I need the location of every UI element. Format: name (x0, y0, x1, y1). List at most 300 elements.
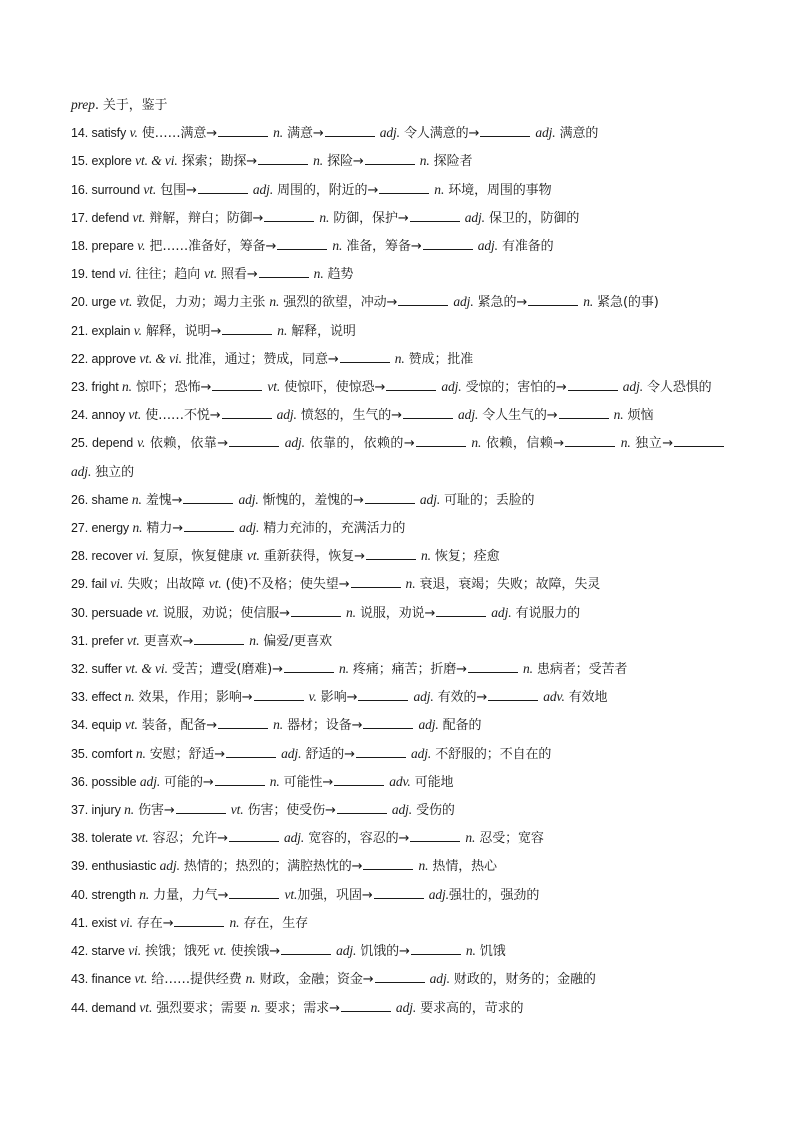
part-of-speech: adj. (419, 491, 441, 507)
part-of-speech: adj. (139, 773, 161, 789)
fill-in-blank (340, 351, 390, 363)
fill-in-blank (258, 153, 308, 165)
definition-text: . 关于，鉴于 (94, 98, 168, 113)
part-of-speech: n. (131, 491, 142, 507)
definition-text: 器材；设备→ (283, 718, 363, 734)
fill-in-blank (215, 774, 265, 786)
part-of-speech: n. (419, 153, 430, 169)
fill-in-blank (416, 435, 466, 447)
part-of-speech: adj. (252, 181, 274, 197)
entry-number: 44. (71, 1000, 92, 1015)
vocab-entry (71, 881, 725, 909)
entry-number: 26. (71, 492, 92, 507)
definition-text: 有准备的 (497, 239, 554, 255)
fill-in-blank (403, 407, 453, 419)
definition-text: 受苦；遭受(磨难)→ (167, 662, 283, 678)
definition-text: 给……提供经费 (147, 972, 246, 988)
headword: urge (91, 295, 120, 310)
definition-text: 往往；趋向 (131, 267, 205, 283)
fill-in-blank (281, 943, 331, 955)
headword: comfort (91, 746, 136, 761)
headword: enthusiastic (91, 859, 160, 874)
vocab-entry (71, 401, 725, 429)
definition-text: 要求高的，苛求的 (416, 1000, 524, 1016)
fill-in-blank (565, 435, 615, 447)
definition-text: 偏爱/更喜欢 (259, 633, 333, 649)
part-of-speech: adj. (276, 407, 297, 423)
part-of-speech: adj. (535, 125, 556, 141)
part-of-speech: n. (471, 435, 482, 451)
part-of-speech: n. (269, 294, 280, 310)
part-of-speech: vt. & vi. (125, 661, 168, 677)
fill-in-blank (436, 605, 486, 617)
fill-in-blank (365, 492, 415, 504)
entry-number: 20. (71, 295, 92, 310)
part-of-speech: vt. (119, 294, 133, 310)
headword: recover (91, 549, 136, 564)
fill-in-blank (264, 210, 314, 222)
definition-text: 解释，说明→ (141, 323, 222, 339)
definition-text: 衰退，衰竭；失败；故障，失灵 (415, 577, 601, 593)
entry-number: 15. (71, 154, 92, 169)
vocab-entry (71, 711, 725, 739)
part-of-speech: n. (277, 322, 288, 338)
fill-in-blank (174, 915, 224, 927)
definition-text: 配备的 (438, 718, 482, 734)
part-of-speech: adv. (543, 689, 565, 705)
fill-in-blank (229, 435, 279, 447)
definition-text: 辩解，辩白；防御→ (145, 210, 264, 226)
part-of-speech: n. (250, 999, 261, 1015)
headword: equip (91, 718, 125, 733)
part-of-speech: vt. (128, 407, 142, 423)
fill-in-blank (410, 830, 460, 842)
fill-in-blank (277, 238, 327, 250)
headword: demand (91, 1000, 140, 1015)
part-of-speech: adj. (410, 745, 432, 761)
definition-text: 受惊的；害怕的→ (461, 380, 567, 396)
vocab-entry (71, 852, 725, 880)
part-of-speech: v. (308, 689, 317, 705)
fill-in-blank (222, 323, 272, 335)
definition-text: 说服，劝说→ (355, 605, 436, 621)
entry-number: 21. (71, 323, 92, 338)
definition-text: 可能性→ (279, 774, 334, 790)
part-of-speech: adj. (336, 943, 357, 959)
definition-text: 恢复；痊愈 (430, 549, 500, 565)
entry-number: 31. (71, 633, 92, 648)
definition-text: 影响→ (316, 690, 358, 706)
part-of-speech: n. (583, 294, 594, 310)
part-of-speech: vi. (120, 914, 133, 930)
part-of-speech: n. (465, 830, 476, 846)
part-of-speech: n. (313, 153, 324, 169)
part-of-speech: adj. (395, 999, 417, 1015)
entry-number: 27. (71, 521, 92, 536)
definition-text: 惭愧的，羞愧的→ (258, 492, 364, 508)
part-of-speech: vt. & vi. (135, 153, 178, 169)
vocab-entry (71, 824, 725, 852)
vocab-entry (71, 514, 725, 542)
fill-in-blank (212, 379, 262, 391)
headword: possible (91, 774, 140, 789)
part-of-speech: n. (229, 914, 240, 930)
part-of-speech: n. (338, 661, 349, 677)
fill-in-blank (674, 435, 724, 447)
part-of-speech: v. (129, 125, 138, 141)
part-of-speech: n. (124, 689, 135, 705)
fill-in-blank (379, 182, 429, 194)
definition-text: 羞愧→ (141, 492, 183, 508)
part-of-speech: n. (421, 548, 431, 564)
fill-in-blank (337, 802, 387, 814)
vocab-entry (71, 317, 725, 345)
definition-text: 满意→ (283, 126, 324, 142)
fill-in-blank (184, 520, 234, 532)
entry-number: 43. (71, 972, 92, 987)
headword: defend (91, 210, 133, 225)
part-of-speech: n. (132, 520, 143, 536)
definition-text: 把……准备好，筹备→ (145, 239, 277, 255)
vocab-entry (71, 768, 725, 796)
headword: surround (91, 182, 144, 197)
headword: effect (91, 690, 125, 705)
part-of-speech: adj. (413, 689, 434, 705)
headword: annoy (91, 408, 129, 423)
entry-number: 30. (71, 605, 92, 620)
entry-number: 38. (71, 831, 92, 846)
fill-in-blank (341, 1000, 391, 1012)
definition-text: 依靠的，依赖的→ (304, 436, 415, 452)
definition-text: 令人满意的→ (399, 126, 480, 142)
definition-text: 使……满意→ (137, 126, 218, 142)
vocab-entry (71, 429, 725, 485)
definition-text: 准备，筹备→ (342, 239, 422, 255)
part-of-speech: vt. (284, 886, 298, 902)
definition-text: 效果，作用；影响→ (134, 690, 253, 706)
part-of-speech: adj. (464, 209, 485, 225)
part-of-speech: adj. (458, 407, 479, 423)
fill-in-blank (226, 746, 276, 758)
definition-text: 解释，说明 (287, 323, 356, 339)
part-of-speech: v. (133, 322, 142, 338)
vocab-entry (71, 345, 725, 373)
vocab-entry (71, 909, 725, 937)
definition-text: 照看→ (217, 267, 258, 283)
part-of-speech: n. (273, 717, 284, 733)
fill-in-blank (176, 802, 226, 814)
headword: starve (91, 944, 129, 959)
headword: finance (91, 972, 135, 987)
definition-text: 独立→ (630, 436, 674, 452)
definition-text: 热情，热心 (428, 859, 497, 875)
definition-text: 伤害；使受伤→ (243, 803, 336, 819)
part-of-speech: n. (273, 125, 284, 141)
definition-text: 紧急的→ (473, 295, 528, 311)
vocab-entry (71, 740, 725, 768)
definition-text: 探险者 (429, 154, 473, 170)
definition-text: 使挨饿→ (226, 944, 281, 960)
vocab-entry (71, 204, 725, 232)
headword: exist (91, 915, 121, 930)
entry-number: 25. (71, 436, 93, 451)
part-of-speech: vt. (126, 632, 140, 648)
definition-text: 使……不悦→ (141, 408, 221, 424)
definition-text: 失败；出故障 (123, 577, 209, 593)
definition-text: 精力→ (142, 521, 184, 537)
part-of-speech: adj. (477, 238, 498, 254)
fill-in-blank (559, 407, 609, 419)
definition-text: 愤怒的，生气的→ (296, 408, 402, 424)
part-of-speech: vi. (135, 548, 149, 564)
headword: tend (91, 267, 119, 282)
fill-in-blank (218, 717, 268, 729)
headword: fright (91, 380, 123, 395)
vocab-entry (71, 655, 725, 683)
definition-text: 重新获得，恢复→ (259, 549, 365, 565)
headword: suffer (91, 662, 126, 677)
vocab-entry (71, 119, 725, 147)
definition-text: 受伤的 (412, 803, 455, 819)
headword: approve (91, 351, 140, 366)
definition-text: 疼痛；痛苦；折磨→ (348, 662, 467, 678)
definition-text: 强烈的欲望，冲动→ (279, 295, 398, 311)
definition-text: 容忍；允许→ (148, 831, 228, 847)
part-of-speech: adj. (379, 125, 400, 141)
part-of-speech: n. (434, 181, 445, 197)
part-of-speech: vt. (230, 802, 244, 818)
part-of-speech: n. (319, 209, 330, 225)
headword: prefer (91, 633, 127, 648)
definition-text: 加强，巩固→ (297, 887, 373, 903)
part-of-speech: vt. & vi. (139, 350, 182, 366)
definition-text: 复原，恢复健康 (148, 549, 248, 565)
vocab-entry (71, 683, 725, 711)
part-of-speech: n. (523, 661, 533, 677)
entry-number: 18. (71, 239, 92, 254)
fill-in-blank (423, 238, 473, 250)
definition-text: 敦促，力劝；竭力主张 (132, 295, 270, 311)
part-of-speech: n. (135, 745, 146, 761)
fill-in-blank (325, 125, 375, 137)
vocab-entry (71, 599, 725, 627)
definition-text: 赞成；批准 (404, 351, 474, 367)
entry-number: 33. (71, 690, 92, 705)
part-of-speech: n. (620, 435, 631, 451)
part-of-speech: adj. (239, 520, 260, 536)
part-of-speech: adj. (428, 886, 449, 902)
vocab-entry (71, 994, 725, 1022)
definition-text: 宽容的，容忍的→ (304, 831, 410, 847)
definition-text: 说服，劝说；使信服→ (158, 605, 290, 621)
part-of-speech: adj. (159, 858, 180, 874)
part-of-speech: n. (122, 379, 132, 395)
fill-in-blank (468, 661, 518, 673)
vocab-entry (71, 373, 725, 401)
fill-in-blank (222, 407, 272, 419)
part-of-speech: vi. (128, 943, 142, 959)
fill-in-blank (410, 210, 460, 222)
fill-in-blank (194, 633, 244, 645)
entry-number: 40. (71, 887, 92, 902)
part-of-speech: adj. (71, 463, 92, 479)
definition-text: 烦恼 (623, 408, 654, 424)
headword: satisfy (91, 126, 130, 141)
definition-text: 使惊吓，使惊恐→ (280, 380, 386, 396)
fill-in-blank (284, 661, 334, 673)
definition-text: 要求；需求→ (260, 1000, 340, 1016)
part-of-speech: n. (613, 407, 624, 423)
headword: explore (91, 154, 136, 169)
entry-number: 23. (71, 380, 92, 395)
part-of-speech: vt. (204, 266, 217, 282)
part-of-speech: n. (124, 802, 135, 818)
entry-number: 24. (71, 408, 92, 423)
entry-number: 28. (71, 549, 92, 564)
definition-text: 批准，通过；赞成，同意→ (181, 351, 339, 367)
part-of-speech: adj. (418, 717, 439, 733)
definition-text: 紧急(的事) (593, 295, 659, 311)
entry-number: 37. (71, 803, 92, 818)
entry-number: 32. (71, 662, 92, 677)
fill-in-blank (363, 858, 413, 870)
fill-in-blank (488, 689, 538, 701)
part-of-speech: adj. (429, 971, 450, 987)
entry-number: 17. (71, 210, 92, 225)
definition-text: 热情的；热烈的；满腔热忱的→ (179, 859, 363, 875)
part-of-speech: n. (249, 632, 260, 648)
entry-number: 29. (71, 577, 92, 592)
part-of-speech: adj. (284, 435, 305, 451)
definition-text: 保卫的，防御的 (484, 210, 580, 226)
definition-text: 患病者；受苦者 (532, 662, 628, 678)
vocab-entry (71, 937, 725, 965)
definition-text: 精力充沛的，充满活力的 (259, 521, 406, 537)
headword: explain (91, 323, 134, 338)
vocab-entry (71, 486, 725, 514)
definition-text: 独立的 (91, 464, 134, 480)
vocab-entry (71, 91, 725, 119)
part-of-speech: adj. (281, 745, 302, 761)
fill-in-blank (568, 379, 618, 391)
vocab-entry (71, 627, 725, 655)
part-of-speech: n. (269, 773, 280, 789)
fill-in-blank (334, 774, 384, 786)
definition-text: 舒适的→ (301, 746, 355, 762)
definition-text: 可耻的；丢脸的 (440, 492, 535, 508)
entry-number: 39. (71, 859, 92, 874)
definition-text: 有效地 (564, 690, 608, 706)
definition-text: 依赖，依靠→ (145, 436, 229, 452)
definition-text: 强烈要求；需要 (152, 1000, 251, 1016)
fill-in-blank (375, 971, 425, 983)
fill-in-blank (358, 689, 408, 701)
definition-text: 安慰；舒适→ (145, 746, 226, 762)
part-of-speech: v. (137, 238, 146, 254)
definition-text: 探索；勘探→ (177, 154, 258, 170)
part-of-speech: prep (71, 97, 95, 112)
definition-text: 伤害→ (134, 803, 175, 819)
vocab-entry (71, 288, 725, 316)
entry-number: 19. (71, 267, 92, 282)
part-of-speech: vt. (132, 209, 146, 225)
definition-text: 依赖，信赖→ (481, 436, 565, 452)
part-of-speech: n. (313, 266, 324, 282)
fill-in-blank (365, 153, 415, 165)
vocab-entry (71, 542, 725, 570)
part-of-speech: vt. (146, 604, 159, 620)
part-of-speech: n. (418, 858, 429, 874)
part-of-speech: adj. (491, 604, 512, 620)
part-of-speech: v. (137, 435, 146, 451)
fill-in-blank (229, 887, 279, 899)
part-of-speech: vt. (135, 830, 149, 846)
definition-text: 饥饿的→ (356, 944, 410, 960)
fill-in-blank (411, 943, 461, 955)
definition-text: 存在→ (132, 915, 174, 931)
fill-in-blank (480, 125, 530, 137)
fill-in-blank (356, 746, 406, 758)
fill-in-blank (291, 605, 341, 617)
headword: tolerate (91, 831, 136, 846)
part-of-speech: n. (405, 576, 416, 592)
headword: depend (92, 436, 138, 451)
part-of-speech: adj. (622, 379, 643, 395)
part-of-speech: n. (345, 604, 356, 620)
entry-number: 14. (71, 126, 92, 141)
part-of-speech: vt. (208, 576, 222, 592)
part-of-speech: n. (245, 971, 256, 987)
vocab-entry (71, 176, 725, 204)
fill-in-blank (366, 548, 416, 560)
fill-in-blank (254, 689, 304, 701)
part-of-speech: adv. (389, 773, 411, 789)
definition-text: 挨饿；饿死 (141, 944, 214, 960)
fill-in-blank (363, 717, 413, 729)
definition-text: 力量，力气→ (149, 887, 229, 903)
entry-number: 22. (71, 351, 92, 366)
part-of-speech: n. (394, 350, 405, 366)
definition-text: 不舒服的；不自在的 (431, 746, 552, 762)
part-of-speech: adj. (283, 830, 305, 846)
fill-in-blank (374, 887, 424, 899)
fill-in-blank (183, 492, 233, 504)
vocabulary-list (71, 91, 725, 1022)
headword: injury (91, 803, 125, 818)
definition-text: 环境，周围的事物 (444, 182, 552, 198)
fill-in-blank (229, 830, 279, 842)
definition-text: 防御，保护→ (329, 210, 409, 226)
definition-text: 存在，生存 (239, 915, 309, 931)
part-of-speech: adj. (238, 491, 259, 507)
part-of-speech: n. (332, 238, 343, 254)
vocab-entry (71, 965, 725, 993)
fill-in-blank (398, 294, 448, 306)
vocab-entry (71, 147, 725, 175)
headword: strength (91, 887, 140, 902)
fill-in-blank (386, 379, 436, 391)
definition-text: 包围→ (156, 182, 197, 198)
headword: fail (91, 577, 111, 592)
fill-in-blank (528, 294, 578, 306)
definition-text: 可能地 (410, 774, 454, 790)
definition-text: 令人恐惧的 (643, 380, 712, 396)
part-of-speech: n. (139, 886, 150, 902)
definition-text: 可能的→ (160, 774, 214, 790)
part-of-speech: adj. (441, 379, 462, 395)
definition-text: 趋势 (323, 267, 354, 283)
headword: prepare (91, 239, 138, 254)
